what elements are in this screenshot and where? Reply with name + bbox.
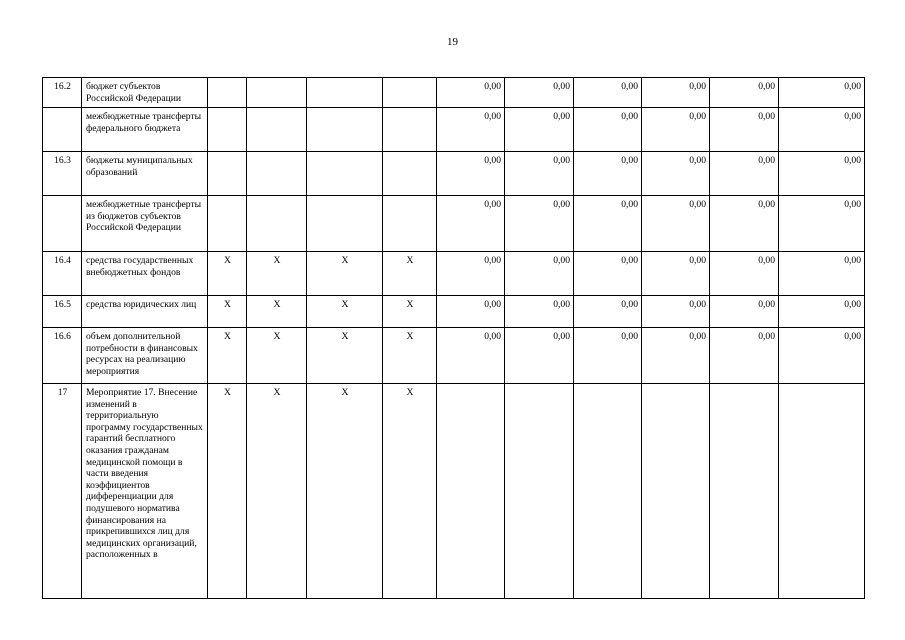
mark-cell: X (307, 252, 383, 296)
row-number (43, 196, 82, 252)
table-row (43, 196, 865, 252)
value-cell: 0,00 (437, 296, 505, 328)
row-number: 16.4 (43, 252, 82, 296)
value-cell: 0,00 (574, 252, 642, 296)
value-cell: 0,00 (437, 78, 505, 108)
value-cell: 0,00 (642, 108, 710, 152)
value-cell: 0,00 (779, 252, 865, 296)
value-cell: 0,00 (437, 196, 505, 252)
mark-cell: X (247, 252, 307, 296)
value-cell: 0,00 (574, 328, 642, 384)
table-row (43, 152, 865, 196)
value-cell (574, 384, 642, 599)
mark-cell: X (208, 296, 247, 328)
value-cell: 0,00 (505, 108, 574, 152)
mark-cell (383, 78, 437, 108)
value-cell (437, 384, 505, 599)
row-number: 17 (43, 384, 82, 599)
value-cell: 0,00 (574, 78, 642, 108)
mark-cell: X (247, 384, 307, 599)
value-cell: 0,00 (574, 108, 642, 152)
value-cell (642, 384, 710, 599)
value-cell: 0,00 (574, 296, 642, 328)
mark-cell: X (383, 296, 437, 328)
mark-cell: X (307, 296, 383, 328)
value-cell: 0,00 (779, 152, 865, 196)
row-number: 16.3 (43, 152, 82, 196)
value-cell: 0,00 (642, 152, 710, 196)
value-cell: 0,00 (779, 296, 865, 328)
value-cell: 0,00 (505, 252, 574, 296)
budget-table (42, 77, 865, 599)
row-number: 16.6 (43, 328, 82, 384)
value-cell: 0,00 (437, 328, 505, 384)
table-row (43, 108, 865, 152)
table-row (43, 328, 865, 384)
row-name: средства юридических лиц (82, 296, 208, 328)
row-number: 16.2 (43, 78, 82, 108)
mark-cell (383, 108, 437, 152)
table-row (43, 296, 865, 328)
mark-cell (247, 196, 307, 252)
mark-cell: X (383, 328, 437, 384)
value-cell: 0,00 (437, 108, 505, 152)
mark-cell (247, 108, 307, 152)
value-cell: 0,00 (779, 328, 865, 384)
value-cell: 0,00 (779, 108, 865, 152)
value-cell: 0,00 (642, 252, 710, 296)
row-number: 16.5 (43, 296, 82, 328)
row-number (43, 108, 82, 152)
value-cell: 0,00 (505, 296, 574, 328)
value-cell: 0,00 (779, 196, 865, 252)
mark-cell: X (307, 384, 383, 599)
mark-cell: X (247, 296, 307, 328)
mark-cell: X (247, 328, 307, 384)
table-body (43, 78, 865, 599)
value-cell: 0,00 (574, 152, 642, 196)
value-cell (505, 384, 574, 599)
value-cell: 0,00 (642, 296, 710, 328)
value-cell: 0,00 (710, 196, 779, 252)
value-cell: 0,00 (505, 78, 574, 108)
mark-cell (307, 196, 383, 252)
value-cell: 0,00 (437, 152, 505, 196)
row-name: объем дополнительной потребности в финансовых ресурсах на реализацию мероприятия (82, 328, 208, 384)
value-cell: 0,00 (505, 152, 574, 196)
row-name: бюджеты муниципальных образований (82, 152, 208, 196)
page-number: 19 (447, 36, 458, 48)
value-cell: 0,00 (710, 252, 779, 296)
value-cell: 0,00 (710, 296, 779, 328)
mark-cell (208, 108, 247, 152)
value-cell: 0,00 (574, 196, 642, 252)
row-name: межбюджетные трансферты из бюджетов субъектов Российской Федерации (82, 196, 208, 252)
mark-cell (247, 152, 307, 196)
mark-cell: X (383, 252, 437, 296)
row-name: бюджет субъектов Российской Федерации (82, 78, 208, 108)
value-cell: 0,00 (642, 78, 710, 108)
value-cell: 0,00 (505, 196, 574, 252)
mark-cell (307, 108, 383, 152)
value-cell: 0,00 (710, 108, 779, 152)
mark-cell (247, 78, 307, 108)
mark-cell: X (208, 252, 247, 296)
value-cell: 0,00 (779, 78, 865, 108)
mark-cell: X (383, 384, 437, 599)
mark-cell (208, 152, 247, 196)
value-cell (710, 384, 779, 599)
mark-cell (383, 152, 437, 196)
mark-cell (383, 196, 437, 252)
mark-cell: X (307, 328, 383, 384)
value-cell: 0,00 (642, 328, 710, 384)
mark-cell (208, 78, 247, 108)
row-name: межбюджетные трансферты федерального бюджета (82, 108, 208, 152)
mark-cell (307, 78, 383, 108)
table-row (43, 78, 865, 108)
row-name: средства государственных внебюджетных фондов (82, 252, 208, 296)
value-cell: 0,00 (642, 196, 710, 252)
table-row (43, 384, 865, 599)
value-cell: 0,00 (710, 328, 779, 384)
mark-cell: X (208, 328, 247, 384)
value-cell: 0,00 (437, 252, 505, 296)
row-name: Мероприятие 17. Внесение изменений в территориальную программу государственных гарантий бесплатного оказания гражданам медицинской помощи в части введения коэффициентов дифференциации для подушевого норматива финансирования на прикрепившихся лиц для медицинских организаций, расположенных в (82, 384, 208, 599)
mark-cell: X (208, 384, 247, 599)
value-cell: 0,00 (710, 78, 779, 108)
mark-cell (208, 196, 247, 252)
value-cell (779, 384, 865, 599)
value-cell: 0,00 (710, 152, 779, 196)
value-cell: 0,00 (505, 328, 574, 384)
mark-cell (307, 152, 383, 196)
table-row (43, 252, 865, 296)
